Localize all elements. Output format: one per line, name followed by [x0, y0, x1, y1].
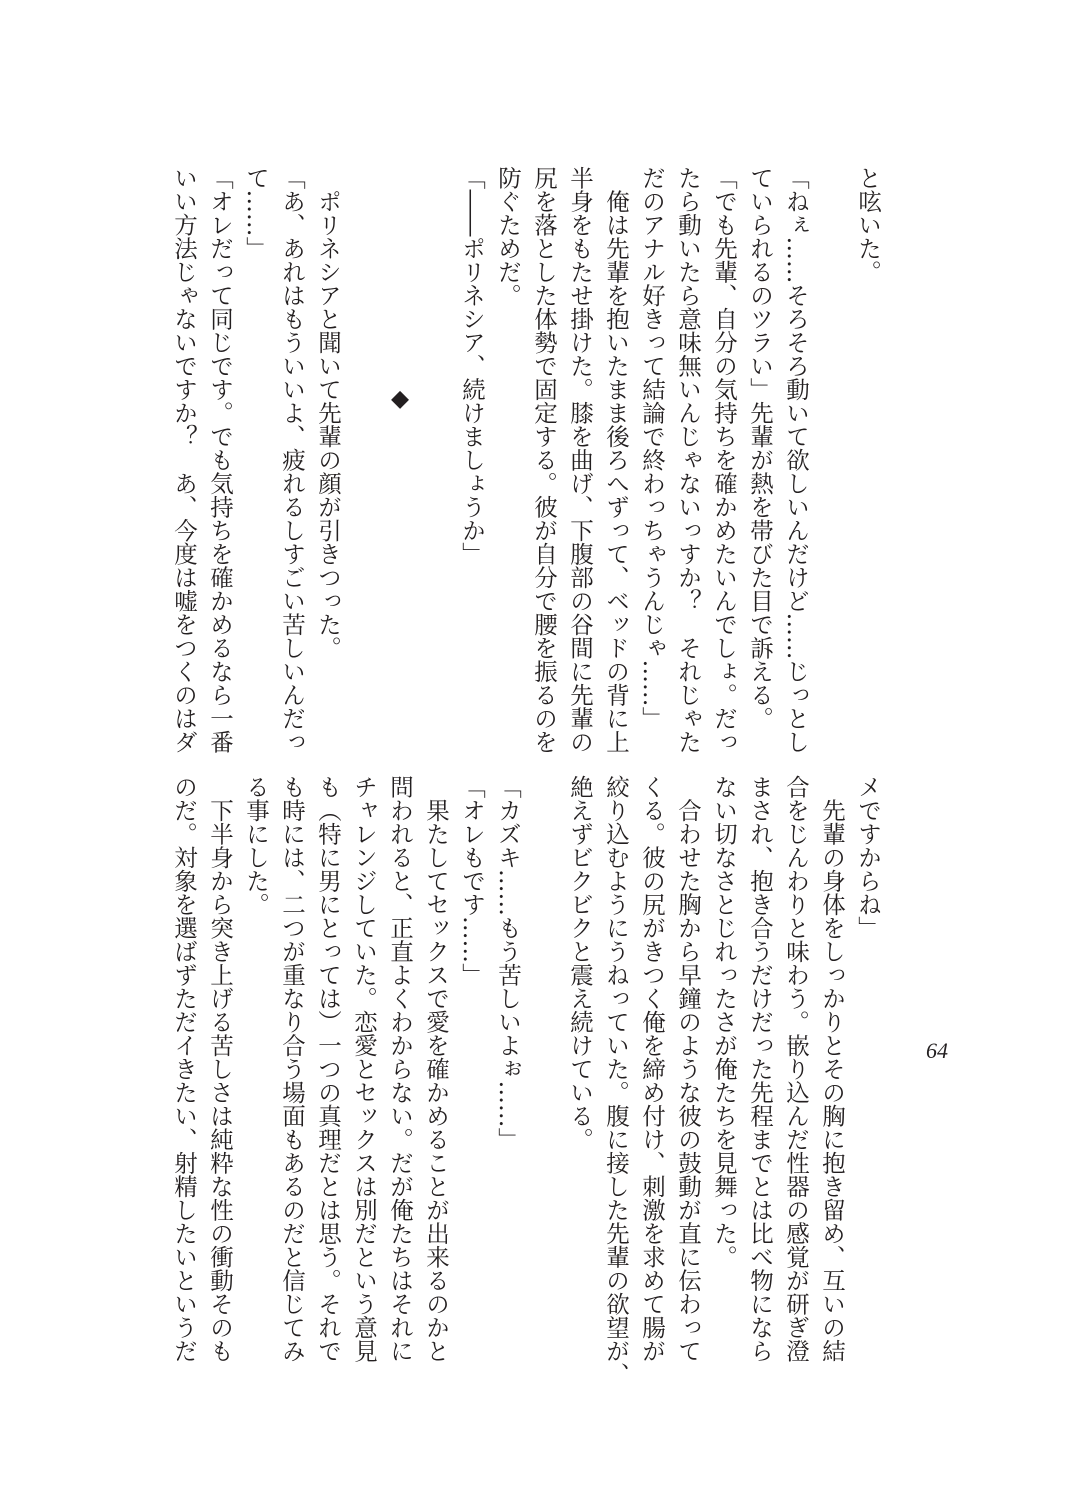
- blank-line: [526, 775, 562, 1345]
- text-line: 「――ポリネシア、続けましょうか」: [458, 166, 486, 566]
- text-line: 防ぐためだ。: [494, 166, 522, 307]
- top-text-block: [166, 166, 886, 754]
- text-line: 先輩の身体をしっかりとその胸に抱き留め、互いの結: [818, 775, 846, 1363]
- section-break-diamond: ◆: [386, 384, 414, 412]
- text-line: 「ねぇ……そろそろ動いて欲しいんだけど……じっとし: [782, 166, 810, 754]
- page-number: 64: [926, 1038, 948, 1063]
- text-line: 下半身から突き上げる苦しさは純粋な性の衝動そのも: [206, 775, 234, 1363]
- text-line: チャレンジしていた。恋愛とセックスは別だという意見: [350, 775, 378, 1363]
- text-line: ない切なさとじれったさが俺たちを見舞った。: [710, 775, 738, 1269]
- text-line: まされ、抱き合うだけだった先程までとは比べ物になら: [746, 775, 774, 1363]
- text-line: 絞り込むようにうねっていた。腹に接した先輩の欲望が、: [602, 775, 630, 1386]
- text-line: くる。彼の尻がきつく俺を締め付け、刺激を求めて腸が: [638, 775, 666, 1363]
- text-line: 半身をもたせ掛けた。膝を曲げ、下腹部の谷間に先輩の: [566, 166, 594, 754]
- text-line: 「オレだって同じです。でも気持ちを確かめるなら一番: [206, 166, 234, 754]
- text-line: 「カズキ……もう苦しいよぉ……」: [494, 775, 522, 1151]
- text-line: 問われると、正直よくわからない。だが俺たちはそれに: [386, 775, 414, 1363]
- text-line: 「でも先輩、自分の気持ちを確かめたいんでしょ。だっ: [710, 166, 738, 754]
- text-line: も（特に男にとっては）一つの真理だとは思う。それで: [314, 775, 342, 1363]
- text-line: と呟いた。: [854, 166, 882, 284]
- bottom-text-block: [166, 775, 886, 1386]
- text-line: のだ。対象を選ばずただイきたい、射精したいというだ: [170, 775, 198, 1363]
- text-line: 果たしてセックスで愛を確かめることが出来るのかと: [422, 775, 450, 1363]
- text-line: だのアナル好きって結論で終わっちゃうんじゃ……」: [638, 166, 666, 730]
- text-line: 合をじんわりと味わう。嵌り込んだ性器の感覚が研ぎ澄: [782, 775, 810, 1363]
- text-line: ポリネシアと聞いて先輩の顔が引きつった。: [314, 166, 342, 660]
- text-line: 俺は先輩を抱いたまま後ろへずって、ベッドの背に上: [602, 166, 630, 754]
- text-line: も時には、二つが重なり合う場面もあるのだと信じてみ: [278, 775, 306, 1363]
- blank-line: [814, 166, 850, 736]
- text-line: 「あ、あれはもういいよ、疲れるしすごい苦しいんだっ: [278, 166, 306, 754]
- text-line: て……」: [242, 166, 270, 260]
- text-line: たら動いたら意味無いんじゃないっすか？ それじゃた: [674, 166, 702, 754]
- text-line: ていられるのツラい」先輩が熱を帯びた目で訴える。: [746, 166, 774, 730]
- text-line: 「オレもです……」: [458, 775, 486, 987]
- text-line: メですからね」: [854, 775, 882, 940]
- blank-line: [346, 166, 382, 736]
- text-line: る事にした。: [242, 775, 270, 916]
- text-line: 尻を落とした体勢で固定する。彼が自分で腰を振るのを: [530, 166, 558, 754]
- text-line: 絶えずビクビクと震え続けている。: [566, 775, 594, 1151]
- blank-line: [418, 166, 454, 736]
- text-line: いい方法じゃないですか？ あ、今度は嘘をつくのはダ: [170, 166, 198, 754]
- text-line: 合わせた胸から早鐘のような彼の鼓動が直に伝わって: [674, 775, 702, 1363]
